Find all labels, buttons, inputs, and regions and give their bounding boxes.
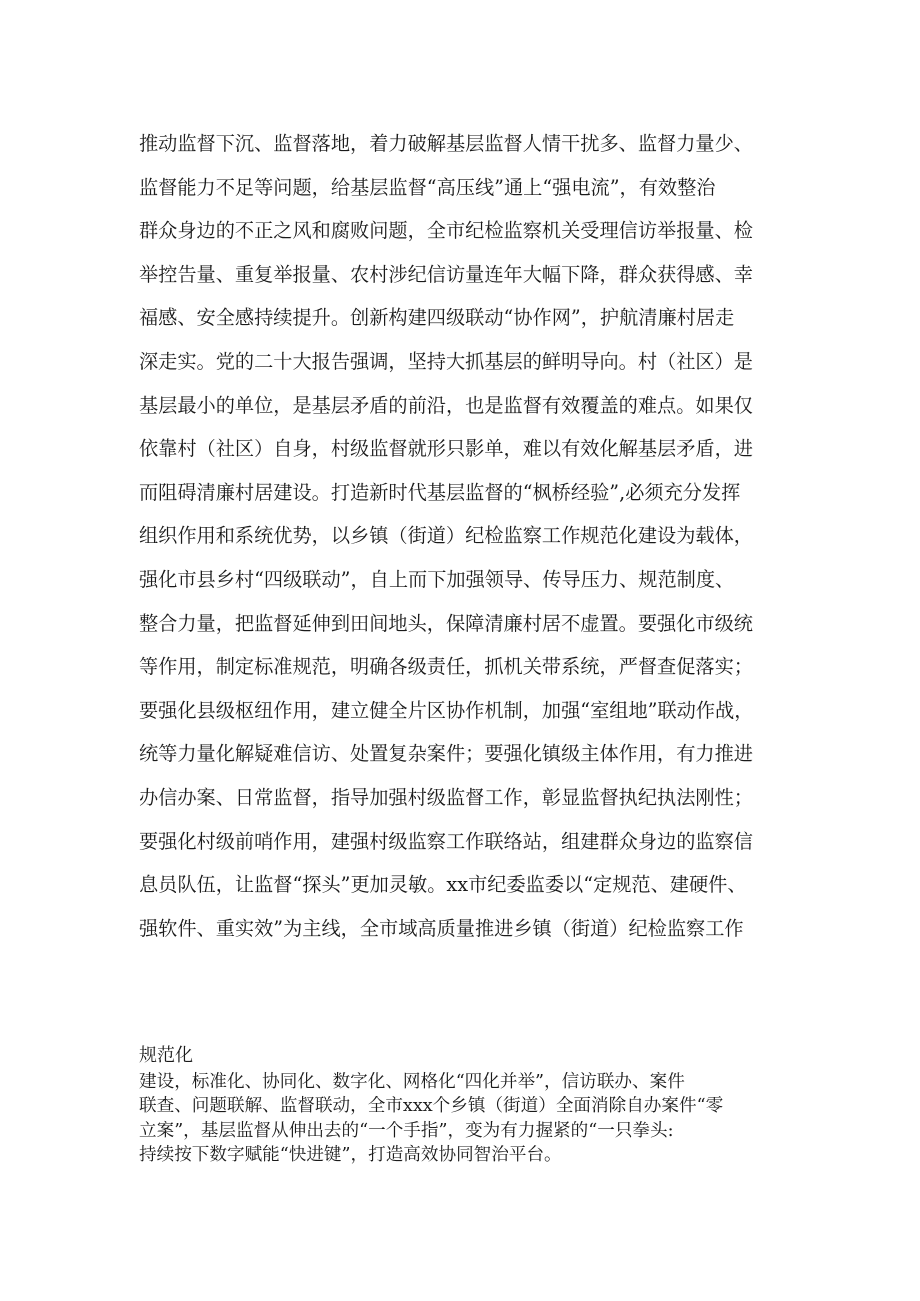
text-line: 要强化村级前哨作用，建强村级监察工作联络站，组建群众身边的监察信 — [139, 829, 753, 853]
text-line: 推动监督下沉、监督落地，着力破解基层监督人情干扰多、监督力量少、 — [139, 132, 753, 155]
text-line: 深走实。党的二十大报告强调，坚持大抓基层的鲜明导向。村（社区）是 — [139, 349, 753, 373]
continuation-block — [139, 1042, 819, 1167]
text-line: 等作用，制定标准规范，明确各级责任，抓机关带系统，严督查促落实； — [139, 655, 753, 679]
continuation-line: 建设，标准化、协同化、数字化、网格化“四化并举”，信访联办、案件 — [139, 1072, 685, 1092]
text-line: 基层最小的单位，是基层矛盾的前沿，也是监督有效覆盖的难点。如果仅 — [139, 393, 753, 417]
body-text — [139, 122, 819, 950]
continuation-line: 联查、问题联解、监督联动，全市xxx个乡镇（街道）全面消除自办案件“零 — [139, 1096, 724, 1117]
text-line: 强化市县乡村“四级联动”，自上而下加强领导、传导压力、规范制度、 — [139, 567, 735, 591]
continuation-heading: 规范化 — [139, 1045, 193, 1066]
text-line: 统等力量化解疑难信访、处置复杂案件；要强化镇级主体作用，有力推进 — [139, 742, 753, 766]
continuation-line: 立案”，基层监督从伸出去的“一个手指”，变为有力握紧的“一只拳头: — [139, 1120, 674, 1141]
text-line: 息员队伍，让监督“探头”更加灵敏。xx市纪委监委以“定规范、建硬件、 — [139, 873, 747, 897]
text-line: 举控告量、重复举报量、农村涉纪信访量连年大幅下降，群众获得感、幸 — [139, 262, 753, 286]
text-line: 组织作用和系统优势，以乡镇（街道）纪检监察工作规范化建设为载体， — [139, 524, 753, 548]
text-line: 整合力量，把监督延伸到田间地头，保障清廉村居不虚置。要强化市级统 — [139, 611, 753, 635]
text-line: 群众身边的不正之风和腐败问题，全市纪检监察机关受理信访举报量、检 — [139, 219, 753, 243]
text-line: 依靠村（社区）自身，村级监督就形只影单，难以有效化解基层矛盾，进 — [139, 437, 753, 461]
text-line: 要强化县级枢纽作用，建立健全片区协作机制，加强“室组地”联动作战， — [139, 698, 754, 722]
text-line: 而阻碍清廉村居建设。打造新时代基层监督的“枫桥经验”,必须充分发挥 — [139, 480, 741, 504]
text-line: 福感、安全感持续提升。创新构建四级联动“协作网”，护航清廉村居走 — [139, 306, 735, 330]
text-line: 办信办案、日常监督，指导加强村级监督工作，彰显监督执纪执法刚性； — [139, 785, 753, 809]
continuation-line: 持续按下数字赋能“快进键”，打造高效协同智治平台。 — [139, 1144, 562, 1165]
text-line: 强软件、重实效”为主线，全市域高质量推进乡镇（街道）纪检监察工作 — [139, 916, 744, 940]
text-line: 监督能力不足等问题，给基层监督“高压线”通上“强电流”，有效整治 — [139, 175, 716, 199]
